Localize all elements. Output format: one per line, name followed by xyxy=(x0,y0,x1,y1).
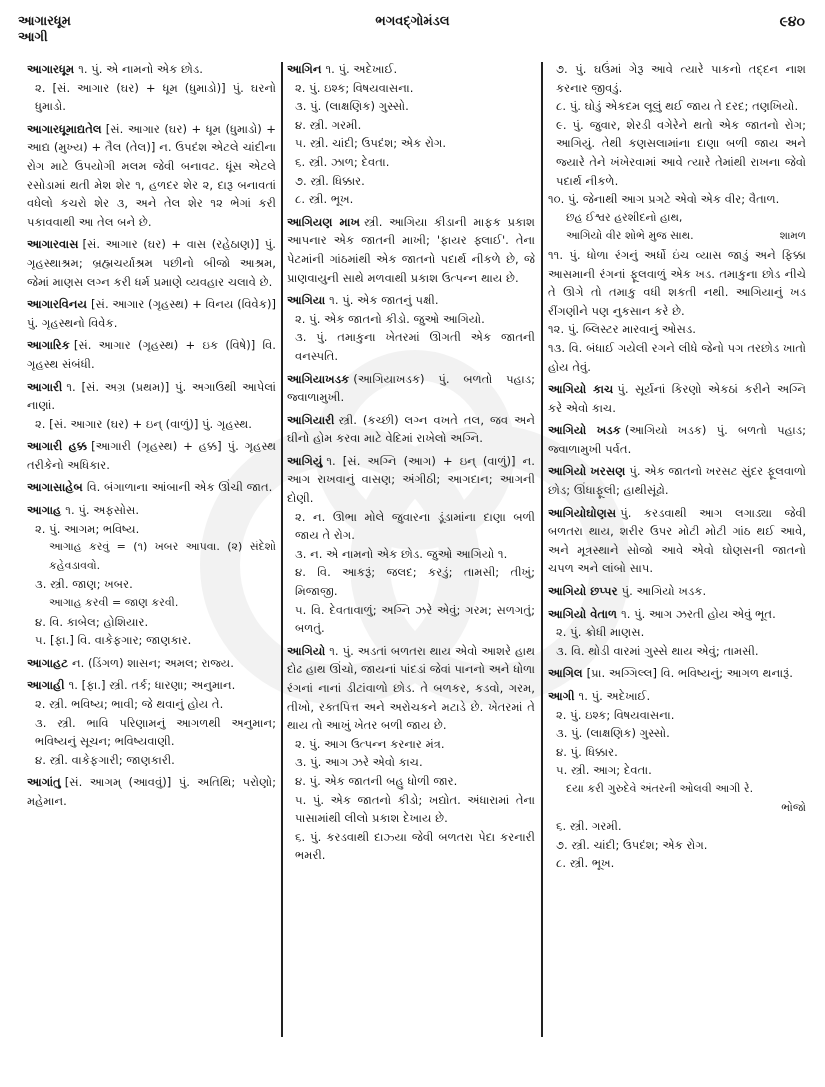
sense: ૧. પું. એક જાતનું પક્ષી. xyxy=(329,293,439,308)
sense: [સં. આગાર (ગૃહસ્થ) + વિનય (વિવેક)] પું. ગૃહસ્થનો વિવેક. xyxy=(27,297,276,330)
sense: પું. એક જાતનો ખરસટ સુંદર ફૂલવાળો છોડ; ઊંધાફૂલી; હાથીસૂંઢો. xyxy=(548,464,806,498)
usage-example: આગાહ કરવી = જાણ કરવી. xyxy=(49,596,179,610)
page-header xyxy=(0,0,825,52)
headword: આગિયો ખડક xyxy=(548,423,621,438)
headword: આગિયો xyxy=(287,643,326,658)
headword: આગિયણ માખ xyxy=(287,214,361,229)
usage-example: આગાહ કરવું = (૧) ખબર આપવા. (૨) સંદેશો કહેવડાવવો. xyxy=(49,540,276,572)
sense: ૨. [સં. આગાર (ઘર) + ઇન્ (વાળું)] પું. ગૃહસ્થ. xyxy=(35,416,252,431)
running-title: ભગવદ્ગોમંડલ xyxy=(375,14,450,29)
sense: ૪. વિ. કાબેલ; હોશિયાર. xyxy=(35,614,149,629)
sense: ૨. પું. ઇશ્ક; વિષયવાસના. xyxy=(556,707,675,722)
dictionary-entry xyxy=(27,676,276,769)
guide-word-last: આગી xyxy=(18,30,48,45)
sense: [સં. આગાર (ગૃહસ્થ) + ઇક (વિષે)] વિ. ગૃહસ્થ સંબંધી. xyxy=(27,338,276,371)
sense: ૨. [સં. આગાર (ઘર) + ધૂમ (ધુમાડો)] પું. ઘરનો ધુમાડો. xyxy=(35,80,276,114)
dictionary-entry xyxy=(548,687,806,873)
headword: આગિલ xyxy=(548,666,583,681)
quotation-line: છહ ઈશ્વર હરશીદનો હાથ, xyxy=(566,210,683,224)
headword: આગાંતુ xyxy=(27,775,61,790)
sense: (આગિયાખડક) પું. બળતો પહાડ; જ્વાળામુખી. xyxy=(287,371,535,405)
sense: [પ્રા. અગ્ગિલ્લ] વિ. ભવિષ્યનું; આગળ થનારૂં. xyxy=(586,666,793,681)
sense: પું. કરડવાથી આગ લગાડ્યા જેવી બળતરા થાય, શરીર ઉપર મોટી મોટી ગાંઠ થઈ આવે, અને મૂત્રસ્થાને સોજો આવે એવો ઘોણસની જાતનો ચપળ અને લાંબો સાપ. xyxy=(548,505,806,576)
headword: આગિયોઘોણસ xyxy=(548,505,617,520)
sense: પું. સૂર્યનાં કિરણો એકઠાં કરીને અગ્નિ કરે એવો કાચ. xyxy=(548,382,806,415)
dictionary-entry xyxy=(27,120,276,232)
sense: સ્ત્રી. આગિયા કીડાની માફક પ્રકાશ આપનાર એક જાતની માખી; 'ફાયર ફ્લાઈ'. તેના પેટમાંની ગાંઠમાંથી એક જાતનો પદાર્થ નીકળે છે, જે પ્રાણવાયુની સાથે મળવાથી પ્રકાશ ઉત્પન્ન થાય છે. xyxy=(287,214,535,285)
sense: ૮. સ્ત્રી. ભૂખ. xyxy=(295,192,354,207)
dictionary-entry xyxy=(548,664,806,683)
sense: (આગિયો ખડક) પું. બળતો પહાડ; જ્વાળામુખી પર્વત. xyxy=(548,423,807,456)
headword: આગારિક xyxy=(27,338,70,353)
dictionary-entry xyxy=(287,452,535,638)
sense: ૭. સ્ત્રી. ચાંદી; ઉપદંશ; એક રોગ. xyxy=(556,837,708,852)
headword: આગિયું xyxy=(287,453,323,468)
sense: ૨. પું. આગ ઉત્પન્ન કરનાર મંત્ર. xyxy=(295,736,445,751)
headword: આગિયા xyxy=(287,293,326,308)
dictionary-entry xyxy=(27,654,276,673)
dictionary-entry xyxy=(548,504,806,578)
dictionary-entry xyxy=(287,411,535,448)
headword: આગી xyxy=(548,689,575,703)
sense: ૧. પું. અડતાં બળતરા થાય એવો આશરે હાથ દોઢ હાથ ઊંચો, જાયનાં પાંદડાં જેવાં પાનનો અને ધોળા રંગનાં નાનાં ડીટાંવાળો છોડ. તે બળકર, કડવો, ગરમ, તીખો, રક્તપિત્ત અને અરોચકને મટાડે છે. ખેતરમાં તે થાય તો આખું ખેતર બળી જાય છે. xyxy=(287,643,535,733)
sense: ૧. પું. એ નામનો એક છોડ. xyxy=(78,62,203,76)
sense: ૩. પું. આગ ઝરે એવો કાચ. xyxy=(295,755,423,770)
sense: ૯. પું. જુવાર, શેરડી વગેરેને થતો એક જાતનો રોગ; આગિયું. તેથી કણસલામાંના દાણા બળી જાય અને જ્યારે તેને ખંખેરવામાં આવે ત્યારે તેમાંથી રાખના જેવો પદાર્થ નીકળે. xyxy=(556,117,806,188)
sense: ૮. સ્ત્રી. ભૂખ. xyxy=(556,856,615,871)
dictionary-entry xyxy=(287,370,535,407)
sense: ૬. સ્ત્રી. ગરમી. xyxy=(556,819,622,834)
headword: આગિયો ખરસણ xyxy=(548,464,626,479)
dictionary-entry xyxy=(287,60,535,209)
dictionary-entry xyxy=(548,380,806,417)
sense: ૧૦. પું. જેનાથી આગ પ્રગટે એવો એક વીર; વૈતાળ. xyxy=(548,192,780,207)
dictionary-entry xyxy=(548,421,806,458)
headword: આગિયો છપ્પર xyxy=(548,584,618,599)
sense: ૬. સ્ત્રી. ઝાળ; દેવતા. xyxy=(295,154,390,169)
dictionary-entry xyxy=(27,336,276,373)
headword: આગિયો કાચ xyxy=(548,382,614,397)
column-divider xyxy=(541,62,543,1037)
sense: ૧૧. પું. ધોળા રંગનું અર્ધો ઇંચ વ્યાસ જાડું અને ફિક્કા આસમાની રંગનાં ફૂલવાળું એક ખડ. તમાકુના છોડ નીચે તે ઊગે તો તમાકુ વધી શકતી નથી. આગિયાનું ખડ રીંગણીને પણ નુકસાન કરે છે. xyxy=(548,247,806,318)
sense: ૪. વિ. આકરૂં; જલદ; કરડું; તામસી; તીખું; મિજાજી. xyxy=(295,565,535,599)
sense: ૧. [સં. અગ્નિ (આગ) + ઇન્ (વાળું)] ન. આગ રાખવાનું વાસણ; અંગીઠી; આગદાન; આગની દોણી. xyxy=(287,453,535,506)
headword: આગારવિનય xyxy=(27,297,88,312)
guide-word-first: આગારધૂમ xyxy=(18,14,71,29)
sense: ૭. પું. ઘઉંમાં ગેરૂ આવે ત્યારે પાકનો તદ્દન નાશ કરનાર જીવડું. xyxy=(556,62,806,95)
headword: આગારધૂમ xyxy=(27,62,75,76)
headword: આગાહી xyxy=(27,678,65,693)
sense: [સં. આગાર (ઘર) + વાસ (રહેઠાણ)] પું. ગૃહસ્થાશ્રમ; બ્રહ્મચર્યાશ્રમ પછીનો બીજો આશ્રમ, જેમાં માણસ લગ્ન કરી ધર્મ પ્રમાણે વ્યવહાર ચલાવે છે. xyxy=(27,237,276,289)
sense: સ્ત્રી. (કચ્છી) લગ્ન વખતે તલ, જવ અને ઘીનો હોમ કરવા માટે વેદિમાં રાખેલો અગ્નિ. xyxy=(287,412,535,446)
page-number: ૯૪૦ xyxy=(779,14,805,30)
dictionary-entry xyxy=(27,773,276,810)
sense: ૬. પું. કરડવાથી દાઝ્યા જેવી બળતરા પેદા કરનારી ભમરી. xyxy=(295,829,535,863)
dictionary-entry xyxy=(27,60,276,116)
dictionary-entry xyxy=(27,437,276,474)
sense: ૨. સ્ત્રી. ભવિષ્ય; ભાવી; જે થવાનું હોય તે. xyxy=(35,697,224,711)
sense: ૩. પું. તમાકુના ખેતરમાં ઊગતી એક જાતની વનસ્પતિ. xyxy=(295,330,535,363)
sense: ૫. પું. એક જાતનો કીડો; ખદ્યોત. અંધારામાં તેના પાસામાંથી લીલો પ્રકાશ દેખાય છે. xyxy=(295,792,535,826)
sense: ૩. પું. (લાક્ષણિક) ગુસ્સો. xyxy=(295,99,409,114)
quotation-source: ભોજો xyxy=(781,800,806,814)
sense: [સં. આગાર (ઘર) + ધૂમ (ધુમાડો) + આદ્ય (મુખ્ય) + તૈલ (તેલ)] ન. ઉપદંશ એટલે ચાંદીના રોગ માટે ઉપયોગી મલમ જેવી બનાવટ. ધૂંસ એટલે રસોડામાં થતી મેશ શેર ૧, હળદર શેર ૨, દારૂ બનાવતાં વધેલો કચરો શેર ૩, અને તેલ શેર ૧૨ ભેગાં કરી પકાવવાથી આ તેલ બને છે. xyxy=(27,121,276,229)
dictionary-entry-continued xyxy=(548,60,806,376)
sense: ૨. પું. ઇશ્ક; વિષયવાસના. xyxy=(295,80,414,95)
column-2 xyxy=(287,60,535,1067)
headword: આગિયો વેતાળ xyxy=(548,606,618,621)
sense: ૫. સ્ત્રી. આગ; દેવતા. xyxy=(556,763,652,778)
sense: ૧. પું. અદેખાઈ. xyxy=(578,689,651,703)
sense: ૧. પું. આગ ઝરતી હોય એવું ભૂત. xyxy=(621,606,776,621)
sense: ૫. સ્ત્રી. ચાંદી; ઉપદંશ; એક રોગ. xyxy=(295,136,447,151)
sense: ૫. [ફા.] વિ. વાકેફગાર; જાણકાર. xyxy=(35,633,192,648)
sense: ૧૩. વિ. બંધાઈ ગયેલી રગને લીધે જેનો પગ તરછોડ ખાતો હોય તેવું. xyxy=(548,340,806,374)
headword: આગારધૂમાદ્યતેલ xyxy=(27,121,102,136)
dictionary-entry xyxy=(287,291,535,365)
sense: ૪. સ્ત્રી. વાકેફગારી; જાણકારી. xyxy=(35,752,175,767)
sense: ૭. સ્ત્રી. ધિક્કાર. xyxy=(295,173,365,188)
sense: ૨. પું. આગમ; ભવિષ્ય. xyxy=(35,521,140,536)
sense: વિ. બંગાળાના આંબાની એક ઊંચી જાત. xyxy=(86,480,273,495)
quotation-line xyxy=(548,227,806,246)
headword: આગારી હક્ક xyxy=(27,439,88,454)
headword: આગિન xyxy=(287,62,322,76)
quotation-line: દયા કરી ગુરુદેવે અંતરની ઓલવી આગી રે. xyxy=(566,781,754,795)
sense: [સં. આગમ્ (આવવું)] પું. અતિથિ; પરોણો; મહેમાન. xyxy=(27,775,276,808)
column-divider xyxy=(281,62,283,1037)
sense: ૮. પું. ઘોડું એકદમ લૂલું થઈ જાય તે દરદ; તણખિયો. xyxy=(556,99,799,114)
dictionary-entry xyxy=(27,478,276,497)
sense: ૧૨. પું. બ્લિસ્ટર મારવાનું ઓસડ. xyxy=(548,322,696,337)
headword: આગારવાસ xyxy=(27,237,79,252)
headword: આગાહ xyxy=(27,503,62,518)
sense: ૧. પું. અફસોસ. xyxy=(65,503,140,518)
sense: ૩. સ્ત્રી. જાણ; ખબર. xyxy=(35,577,133,592)
sense: [આગારી (ગૃહસ્થ) + હક્ક] પું. ગૃહસ્થ તરીકેનો અધિકાર. xyxy=(27,439,276,472)
dictionary-entry xyxy=(27,501,276,650)
sense: પું. આગિયો ખડક. xyxy=(621,584,707,599)
sense: ૧. [ફા.] સ્ત્રી. તર્ક; ધારણા; અનુમાન. xyxy=(68,678,236,693)
dictionary-entry xyxy=(548,462,806,499)
quotation-source: શામળ xyxy=(779,230,806,243)
sense: ૧. [સં. અગ્ર (પ્રથમ)] પું. અગાઉથી આપેલાં નાણાં. xyxy=(27,379,276,413)
headword: આગાહટ xyxy=(27,655,69,670)
dictionary-entry xyxy=(27,378,276,434)
sense: ૨. ન. ઊભા મોલે જુવારના ડૂંડામાંના દાણા બળી જાય તે રોગ. xyxy=(295,509,535,543)
dictionary-entry xyxy=(287,213,535,287)
dictionary-entry xyxy=(27,295,276,332)
sense: ૩. ન. એ નામનો એક છોડ. જુઓ આગિયો ૧. xyxy=(295,546,508,561)
dictionary-entry xyxy=(287,642,535,865)
sense: ૨. પું. એક જાતનો કીડો. જુઓ આગિયો. xyxy=(295,311,485,326)
sense: ૪. સ્ત્રી. ગરમી. xyxy=(295,117,362,132)
sense: ૩. વિ. થોડી વારમાં ગુસ્સે થાય એવું; તામસી. xyxy=(556,643,759,658)
quotation-text: આગિયો વીર શોભે મુજ સાથ. xyxy=(566,229,694,243)
column-3 xyxy=(548,60,806,1067)
dictionary-entry xyxy=(548,605,806,661)
headword: આગારી xyxy=(27,379,63,394)
dictionary-entry xyxy=(548,582,806,601)
sense: ૧. પું. અદેખાઈ. xyxy=(325,62,398,76)
headword: આગિયારી xyxy=(287,412,335,427)
sense: ૩. સ્ત્રી. ભાવિ પરિણામનું આગળથી અનુમાન; ભવિષ્યનું સૂચન; ભવિષ્યવાણી. xyxy=(35,715,276,749)
dictionary-entry xyxy=(27,235,276,291)
sense: ૪. પું. ધિક્કાર. xyxy=(556,744,618,759)
headword: આગિયાખડક xyxy=(287,371,350,386)
sense: ૪. પું. એક જાતની બહુ ધોળી જાર. xyxy=(295,773,458,788)
sense: ૫. વિ. દેવતાવાળું; અગ્નિ ઝરે એવું; ગરમ; સળગતું; બળતું. xyxy=(295,602,535,636)
headword: આગાસાહેબ xyxy=(27,480,83,495)
sense: ન. (ડિંગળ) શાસન; અમલ; રાજ્ય. xyxy=(72,655,234,670)
column-1 xyxy=(27,60,276,1067)
sense: ૨. પું. ક્રોધી માણસ. xyxy=(556,625,645,640)
sense: ૩. પું. (લાક્ષણિક) ગુસ્સો. xyxy=(556,726,670,741)
